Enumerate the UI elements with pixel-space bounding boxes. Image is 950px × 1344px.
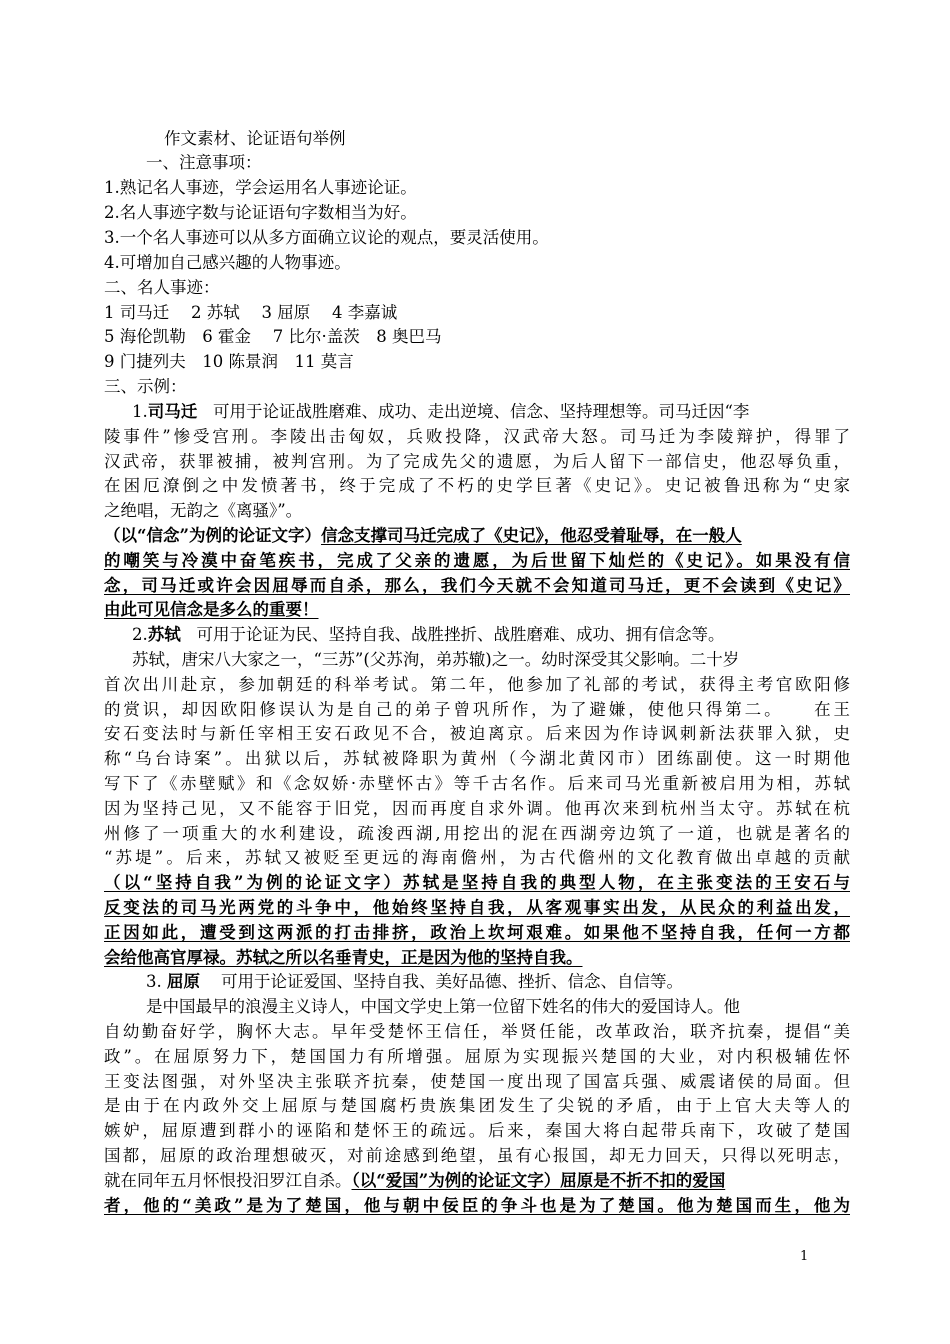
body-line: 政”。在屈原努力下，楚国国力有所增强。屈原为实现振兴楚国的大业，对内积极辅佐怀 — [104, 1047, 850, 1066]
item-number: 1. — [132, 402, 148, 421]
usage-text: 可用于论证爱国、坚持自我、美好品德、挫折、信念、自信等。 — [220, 972, 683, 991]
body-line: 之绝唱，无韵之《离骚》”。 — [104, 501, 303, 520]
body-line: 在困厄潦倒之中发愤著书，终于完成了不朽的史学巨著《史记》。史记被鲁迅称为“史家 — [104, 476, 850, 495]
item-number: 3. — [146, 972, 162, 991]
person-name: 司马迁 — [147, 402, 198, 421]
argument-text: 屈原是不折不扣的爱国 — [560, 1171, 726, 1190]
page-number: 1 — [800, 1249, 809, 1264]
body-line: “苏堤”。后来，苏轼又被贬至更远的海南儋州，为古代儋州的文化教育做出卓越的贡献 — [104, 848, 850, 867]
section-2-heading: 二、名人事迹： — [104, 278, 220, 297]
person-name: 苏轼 — [147, 625, 181, 644]
person-name: 屈原 — [167, 972, 200, 991]
body-line: 陵事件”惨受宫刑。李陵出击匈奴，兵败投降，汉武帝大怒。司马迁为李陵辩护，得罪了 — [104, 427, 850, 446]
argument-line: 的嘲笑与冷漠中奋笔疾书，完成了父亲的遗愿，为后世留下灿烂的《史记》。如果没有信 — [104, 551, 850, 570]
note-item: 1.熟记名人事迹，学会运用名人事迹论证。 — [104, 178, 417, 197]
body-line: 州修了一项重大的水利建设，疏浚西湖,用挖出的泥在西湖旁边筑了一道，也就是著名的 — [104, 824, 850, 843]
body-line: 国都，屈原的政治理想破灭，对前途感到绝望，虽有心报国，却无力回天，只得以死明志， — [104, 1146, 850, 1165]
body-line: 是由于在内政外交上屈原与楚国腐朽贵族集团发生了尖锐的矛盾，由于上官大夫等人的 — [104, 1096, 850, 1115]
body-line: 王变法图强，对外坚决主张联齐抗秦，使楚国一度出现了国富兵强、威震诸侯的局面。但 — [104, 1072, 850, 1091]
body-line: 自幼勤奋好学，胸怀大志。早年受楚怀王信任，举贤任能，改革政治，联齐抗秦，提倡“美 — [104, 1022, 850, 1041]
body-line: 首次出川赴京，参加朝廷的科举考试。第二年，他参加了礼部的考试，获得主考官欧阳修 — [104, 675, 850, 694]
person-list-row: 5 海伦凯勒 6 霍金 7 比尔·盖茨 8 奥巴马 — [104, 327, 442, 346]
argument-line: 会给他高官厚禄。苏轼之所以名垂青史，正是因为他的坚持自我。 — [104, 948, 583, 967]
argument-line: 者，他的“美政”是为了楚国，他与朝中佞臣的争斗也是为了楚国。他为楚国而生，他为 — [104, 1196, 850, 1215]
usage-text: 可用于论证为民、坚持自我、战胜挫折、战胜磨难、成功、拥有信念等。 — [196, 625, 725, 644]
section-1-heading: 一、注意事项： — [146, 153, 262, 172]
argument-line: 正因如此，遭受到这两派的打击排挤，政治上坎坷艰难。如果他不坚持自我，任何一方都 — [104, 923, 850, 942]
note-item: 3.一个名人事迹可以从多方面确立议论的观点，要灵活使用。 — [104, 228, 549, 247]
usage-text: 可用于论证战胜磨难、成功、走出逆境、信念、坚持理想等。司马迁因“李 — [213, 402, 750, 421]
body-line: 苏轼，唐宋八大家之一，“三苏”(父苏洵，弟苏辙)之一。幼时深受其父影响。二十岁 — [132, 650, 740, 669]
argument-line: 反变法的司马光两党的斗争中，他始终坚持自我，从客观事实出发，从民众的利益出发， — [104, 898, 850, 917]
argument-line — [104, 1169, 850, 1193]
argument-line: 念，司马迁或许会因屈辱而自杀，那么，我们今天就不会知道司马迁，更不会读到《史记》 — [104, 576, 850, 595]
argument-label: （以“信念”为例的论证文字） — [104, 526, 321, 545]
quyuan-intro — [146, 970, 850, 994]
body-line: 是中国最早的浪漫主义诗人，中国文学史上第一位留下姓名的伟大的爱国诗人。他 — [146, 997, 740, 1016]
note-item: 4.可增加自己感兴趣的人物事迹。 — [104, 253, 351, 272]
person-list-row: 9 门捷列夫 10 陈景润 11 莫言 — [104, 352, 354, 371]
body-line: 安石变法时与新任宰相王安石政见不合，被迫离京。后来因为作诗讽刺新法获罪入狱，史 — [104, 724, 850, 743]
argument-label: （以“爱国”为例的论证文字） — [351, 1171, 561, 1190]
body-line: 写下了《赤壁赋》和《念奴娇·赤壁怀古》等千古名作。后来司马光重新被启用为相，苏轼 — [104, 774, 850, 793]
body-text: 就在同年五月怀恨投汨罗江自杀。 — [104, 1171, 352, 1190]
simaqian-intro — [132, 400, 850, 424]
body-line: 称“乌台诗案”。出狱以后，苏轼被降职为黄州（今湖北黄冈市）团练副使。这一时期他 — [104, 749, 850, 768]
item-number: 2. — [132, 625, 148, 644]
argument-text: 信念支撑司马迁完成了《史记》，他忍受着耻辱，在一般人 — [320, 526, 742, 545]
note-item: 2.名人事迹字数与论证语句字数相当为好。 — [104, 203, 417, 222]
argument-line: （以“坚持自我”为例的论证文字）苏轼是坚持自我的典型人物，在主张变法的王安石与 — [104, 873, 850, 892]
body-line: 嫉妒，屈原遭到群小的诬陷和楚怀王的疏远。后来，秦国大将白起带兵南下，攻破了楚国 — [104, 1121, 850, 1140]
document-title: 作文素材、论证语句举例 — [164, 129, 346, 148]
argument-line: 由此可见信念是多么的重要！ — [104, 600, 319, 619]
section-3-heading: 三、示例： — [104, 377, 187, 396]
argument-line — [104, 524, 850, 548]
body-line: 因为坚持己见，又不能容于旧党，因而再度自求外调。他再次来到杭州当太守。苏轼在杭 — [104, 799, 850, 818]
person-list-row: 1 司马迁 2 苏轼 3 屈原 4 李嘉诚 — [104, 303, 398, 322]
sushi-intro — [132, 623, 850, 647]
body-line: 汉武帝，获罪被捕，被判宫刑。为了完成先父的遗愿，为后人留下一部信史，他忍辱负重， — [104, 452, 850, 471]
body-line: 的赏识，却因欧阳修误认为是自己的弟子曾巩所作，为了避嫌，使他只得第二。 在王 — [104, 700, 850, 719]
